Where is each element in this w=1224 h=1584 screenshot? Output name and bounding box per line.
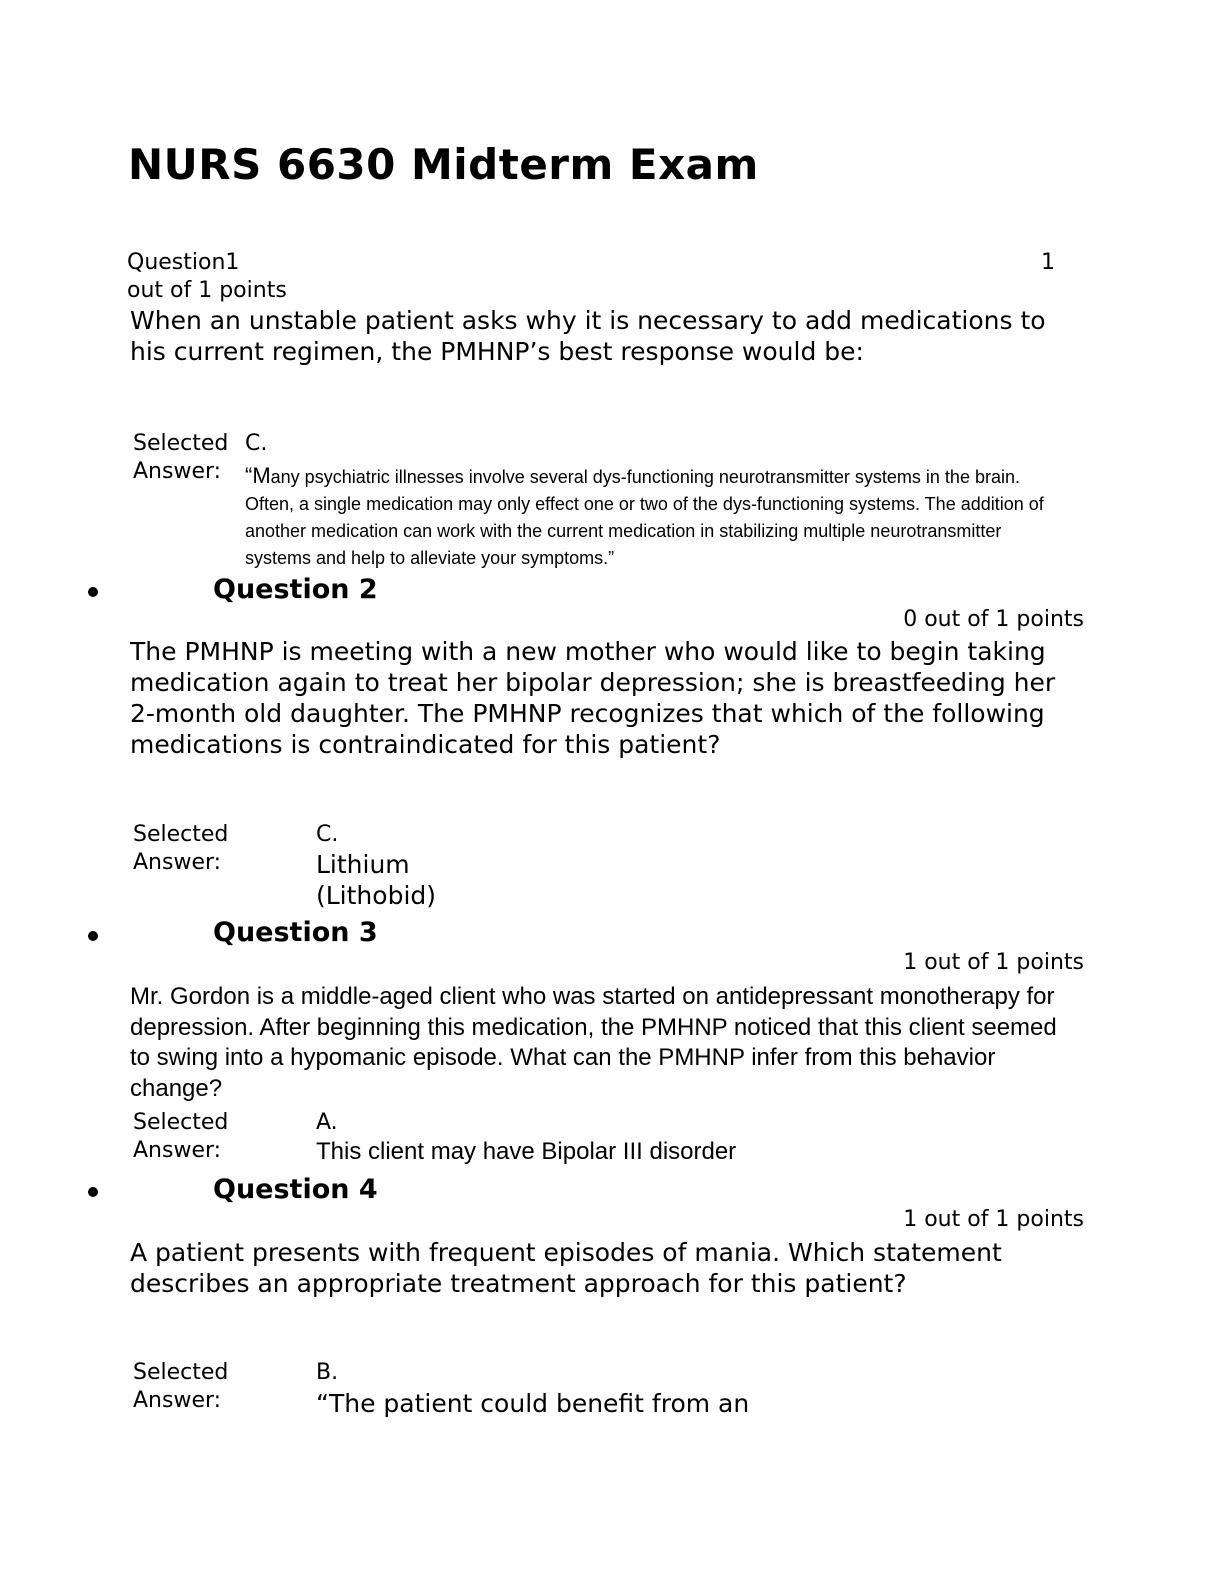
question-2-answer-letter: C. <box>316 822 339 847</box>
answer-open-quote: “ <box>245 463 253 488</box>
bullet-icon <box>88 587 98 597</box>
question-4-points: 1 out of 1 points <box>903 1207 1084 1232</box>
question-1-answer-letter: C. <box>245 431 268 456</box>
question-2-text: The PMHNP is meeting with a new mother who would like to begin taking medication again to treat her bipolar depression; she is breastfeeding her 2-month old daughter. The PMHNP recognizes that which of the following medications is contraindicated for this patient? <box>130 637 1056 759</box>
question-3-answer: This client may have Bipolar III disorder <box>316 1138 737 1165</box>
bullet-icon <box>88 931 98 941</box>
bullet-icon <box>88 1187 98 1197</box>
question-2-answer: Lithium (Lithobid) <box>316 850 437 910</box>
question-1-label: Question1 <box>127 250 240 275</box>
question-2-selected-label: Selected Answer: <box>133 822 229 875</box>
question-4-heading: Question 4 <box>213 1174 378 1205</box>
question-2-heading: Question 2 <box>213 574 378 605</box>
question-4-selected-label: Selected Answer: <box>133 1360 229 1413</box>
answer-dropcap: M <box>252 463 271 488</box>
question-4-answer-letter: B. <box>316 1360 339 1385</box>
question-2-points: 0 out of 1 points <box>903 607 1084 632</box>
question-3-selected-label: Selected Answer: <box>133 1110 229 1163</box>
question-1-selected-label: Selected Answer: <box>133 431 229 484</box>
question-1-points: out of 1 points <box>127 278 287 303</box>
question-3-points: 1 out of 1 points <box>903 950 1084 975</box>
question-3-text: Mr. Gordon is a middle-aged client who was started on antidepressant monotherapy for depression. After beginning this medication, the PMHNP noticed that this client seemed to swing into a hypomanic episode. What can the PMHNP infer from this behavior change? <box>130 983 1057 1102</box>
question-3-answer-letter: A. <box>316 1110 338 1135</box>
question-4-text: A patient presents with frequent episodes of mania. Which statement describes an appropriate treatment approach for this patient? <box>130 1238 1002 1298</box>
question-3-heading: Question 3 <box>213 917 378 948</box>
question-1-answer <box>245 462 1055 572</box>
page-title: NURS 6630 Midterm Exam <box>128 140 759 189</box>
answer-body: any psychiatric illnesses involve several dys-functioning neurotransmitter systems in the brain. Often, a single medication may only effect one or two of the dys-functioning systems. The addition of another medication can work with the current medication in stabilizing multiple neurotransmitter systems and help to alleviate your symptoms.” <box>245 467 1044 568</box>
question-4-answer: “The patient could benefit from an <box>316 1389 750 1418</box>
question-1-text: When an unstable patient asks why it is necessary to add medications to his current regimen, the PMHNP’s best response would be: <box>130 306 1046 366</box>
question-1-score: 1 <box>1041 250 1055 275</box>
